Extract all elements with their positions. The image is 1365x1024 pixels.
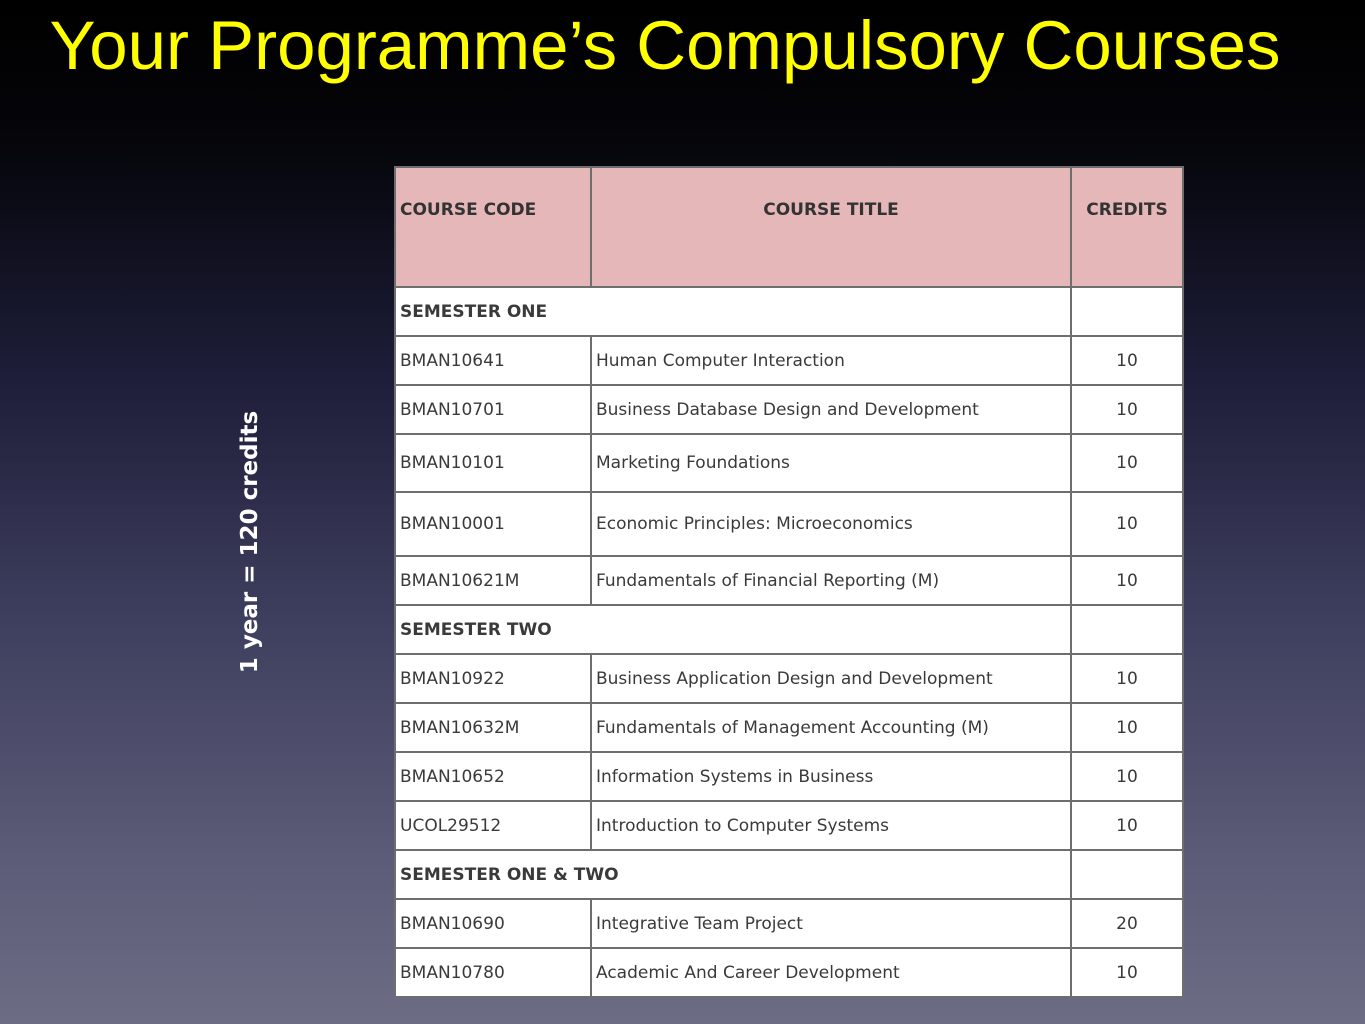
courses-table bbox=[394, 166, 1184, 998]
course-title: Human Computer Interaction bbox=[591, 336, 1071, 385]
course-credits: 10 bbox=[1071, 434, 1183, 492]
table-row bbox=[395, 703, 1183, 752]
course-title: Fundamentals of Financial Reporting (M) bbox=[591, 556, 1071, 605]
section-credits-empty bbox=[1071, 287, 1183, 336]
course-code: BMAN10621M bbox=[395, 556, 591, 605]
courses-table-container bbox=[394, 166, 1182, 998]
table-header-row bbox=[395, 167, 1183, 287]
course-credits: 10 bbox=[1071, 385, 1183, 434]
credits-note: 1 year = 120 credits bbox=[237, 410, 263, 674]
header-course-title: COURSE TITLE bbox=[591, 167, 1071, 287]
course-code: BMAN10632M bbox=[395, 703, 591, 752]
table-row bbox=[395, 801, 1183, 850]
course-title: Integrative Team Project bbox=[591, 899, 1071, 948]
section-label: SEMESTER ONE & TWO bbox=[395, 850, 1071, 899]
course-title: Marketing Foundations bbox=[591, 434, 1071, 492]
table-row bbox=[395, 899, 1183, 948]
header-credits: CREDITS bbox=[1071, 167, 1183, 287]
table-row bbox=[395, 556, 1183, 605]
table-row bbox=[395, 654, 1183, 703]
course-code: BMAN10101 bbox=[395, 434, 591, 492]
course-code: BMAN10780 bbox=[395, 948, 591, 997]
section-label: SEMESTER ONE bbox=[395, 287, 1071, 336]
slide-title: Your Programme’s Compulsory Courses bbox=[49, 7, 1281, 84]
course-code: BMAN10001 bbox=[395, 492, 591, 556]
course-title: Business Database Design and Development bbox=[591, 385, 1071, 434]
course-code: BMAN10690 bbox=[395, 899, 591, 948]
section-label: SEMESTER TWO bbox=[395, 605, 1071, 654]
course-credits: 10 bbox=[1071, 703, 1183, 752]
header-course-code: COURSE CODE bbox=[395, 167, 591, 287]
course-code: UCOL29512 bbox=[395, 801, 591, 850]
course-title: Fundamentals of Management Accounting (M) bbox=[591, 703, 1071, 752]
course-title: Information Systems in Business bbox=[591, 752, 1071, 801]
table-row bbox=[395, 385, 1183, 434]
course-credits: 10 bbox=[1071, 336, 1183, 385]
course-credits: 10 bbox=[1071, 654, 1183, 703]
section-row-semester-two bbox=[395, 605, 1183, 654]
section-row-semester-one bbox=[395, 287, 1183, 336]
table-row bbox=[395, 336, 1183, 385]
section-credits-empty bbox=[1071, 605, 1183, 654]
course-title: Introduction to Computer Systems bbox=[591, 801, 1071, 850]
table-row bbox=[395, 434, 1183, 492]
course-code: BMAN10641 bbox=[395, 336, 591, 385]
course-credits: 20 bbox=[1071, 899, 1183, 948]
table-row bbox=[395, 752, 1183, 801]
table-row bbox=[395, 492, 1183, 556]
course-credits: 10 bbox=[1071, 556, 1183, 605]
course-title: Business Application Design and Development bbox=[591, 654, 1071, 703]
table-row bbox=[395, 948, 1183, 997]
course-title: Academic And Career Development bbox=[591, 948, 1071, 997]
course-code: BMAN10701 bbox=[395, 385, 591, 434]
course-credits: 10 bbox=[1071, 752, 1183, 801]
course-title: Economic Principles: Microeconomics bbox=[591, 492, 1071, 556]
course-credits: 10 bbox=[1071, 801, 1183, 850]
course-credits: 10 bbox=[1071, 492, 1183, 556]
course-credits: 10 bbox=[1071, 948, 1183, 997]
course-code: BMAN10922 bbox=[395, 654, 591, 703]
section-row-semester-one-and-two bbox=[395, 850, 1183, 899]
section-credits-empty bbox=[1071, 850, 1183, 899]
course-code: BMAN10652 bbox=[395, 752, 591, 801]
